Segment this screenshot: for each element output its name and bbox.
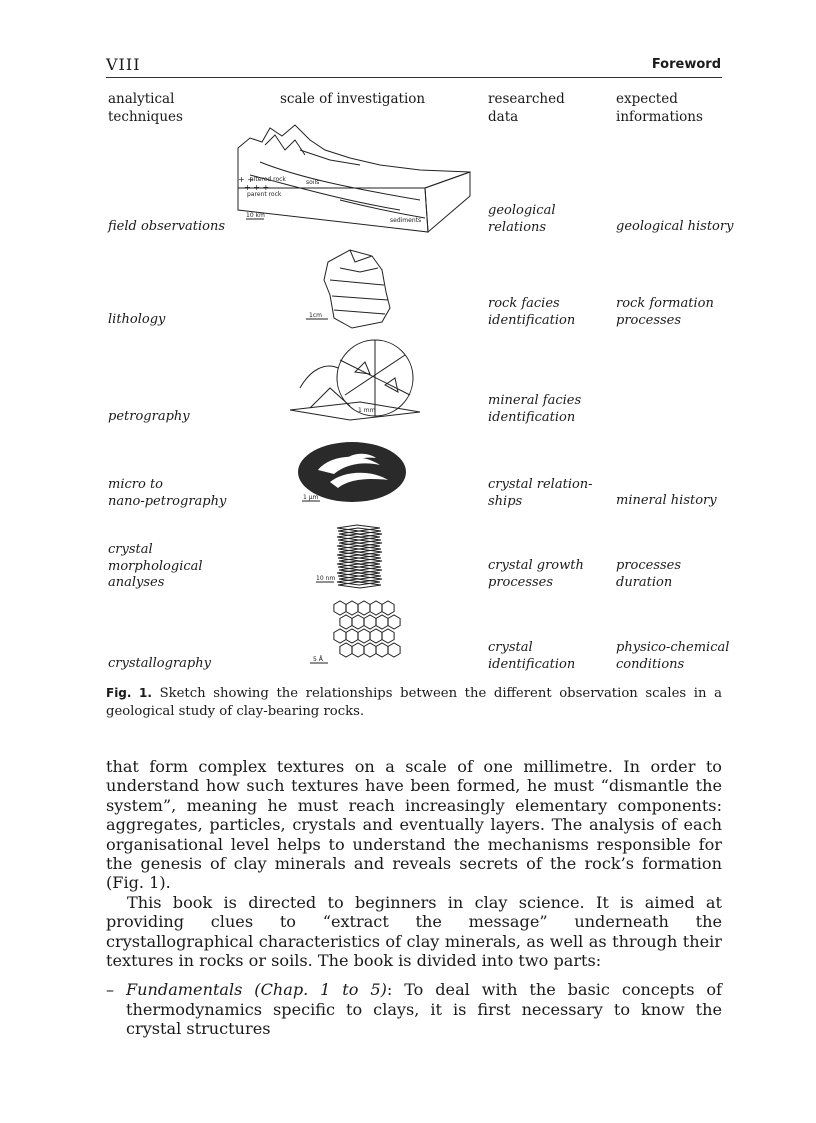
technique-crystallography: crystallography [108,656,211,671]
scale-label-5A: 5 Å [313,656,323,663]
lattice-ring [352,615,364,629]
crystal-lattice [334,601,400,657]
figure-caption-text: Sketch showing the relationships between the different observation scales in a geological study of clay-bearing rocks. [106,686,722,719]
list-item [106,980,722,1038]
svg-text:+ +: + + [238,175,254,184]
lattice-ring [358,601,370,615]
column-header-techniques: analytical techniques [108,91,183,125]
lattice-ring [370,601,382,615]
svg-text:+ + +: + + + [244,183,270,192]
technique-field-observations: field observations [108,219,226,234]
data-mineral-facies: mineral facies identification [488,393,582,425]
list-item-title: Fundamentals (Chap. 1 to 5) [126,980,387,1000]
lattice-ring [334,601,346,615]
info-geological-history: geological history [616,219,734,234]
lattice-ring [352,643,364,657]
technique-micro-nano-petrography: micro to nano-petrography [108,477,227,509]
data-crystal-relationships: crystal relation- ships [488,477,593,509]
svg-text:altered rock: altered rock [250,176,286,183]
info-physico-chemical: physico-chemical conditions [616,640,730,672]
lattice-ring [358,629,370,643]
paragraph: This book is directed to beginners in clay science. It is aimed at providing clues to “extract the message” underneath the crystallographical characteristics of clay minerals, as well as through their textures in rocks or soils. The book is divided into two parts: [106,892,722,971]
info-processes-duration: processes duration [616,558,682,590]
scale-label-10nm: 10 nm [316,575,336,582]
lattice-ring [388,615,400,629]
data-crystal-growth: crystal growth processes [488,558,584,590]
info-rock-formation: rock formation processes [616,296,714,328]
scale-label-1um: 1 µm [303,494,319,501]
technique-petrography: petrography [108,409,190,424]
lattice-ring [340,615,352,629]
lattice-ring [382,601,394,615]
hand-specimen [324,250,390,328]
info-mineral-history: mineral history [616,493,717,508]
figure-label: Fig. 1. [106,686,152,700]
scale-label-10km: 10 km [246,212,265,219]
scale-label-1cm: 1cm [309,312,322,319]
lattice-ring [340,643,352,657]
scale-label-1mm: 1 mm [358,407,376,414]
micro-texture [298,442,406,502]
lattice-ring [370,629,382,643]
lattice-ring [388,643,400,657]
paragraph: that form complex textures on a scale of one millimetre. In order to understand how such textures have been formed, he must “dismantle the system”, meaning he must reach increasingly elementary components: aggregates, particles, crystals and eventually layers. The analysis of each organisational level helps to understand the mechanisms responsible for the genesis of clay minerals and reveals secrets of the rock’s formation (Fig. 1). [106,757,722,893]
lattice-ring [364,643,376,657]
technique-lithology: lithology [108,312,166,327]
list-dash: – [106,980,115,1000]
list-item-text: : To deal with the basic concepts of thermodynamics specific to clays, it is first necessary to know the crystal structures [126,980,722,1039]
lattice-ring [346,629,358,643]
svg-text:soils: soils [306,179,320,186]
lattice-ring [382,629,394,643]
running-head: Foreword [651,57,721,72]
data-crystal-identification: crystal identification [488,640,576,672]
crystal-stack [337,525,382,588]
column-header-scale: scale of investigation [280,91,426,107]
body-text [106,757,722,1039]
lattice-ring [334,629,346,643]
technique-crystal-morphological: crystal morphological analyses [108,542,203,590]
svg-text:parent rock: parent rock [247,191,282,198]
lattice-ring [376,643,388,657]
page-number: VIII [106,55,141,74]
column-header-informations: expected informations [616,91,703,125]
svg-text:sediments: sediments [390,217,422,224]
field-block-diagram [238,125,470,232]
lattice-ring [376,615,388,629]
column-header-data: researched data [488,91,565,125]
lattice-ring [346,601,358,615]
thin-section [290,340,420,420]
lattice-ring [364,615,376,629]
figure-caption [106,684,722,721]
data-geological-relations: geological relations [488,203,556,235]
data-rock-facies: rock facies identification [488,296,576,328]
